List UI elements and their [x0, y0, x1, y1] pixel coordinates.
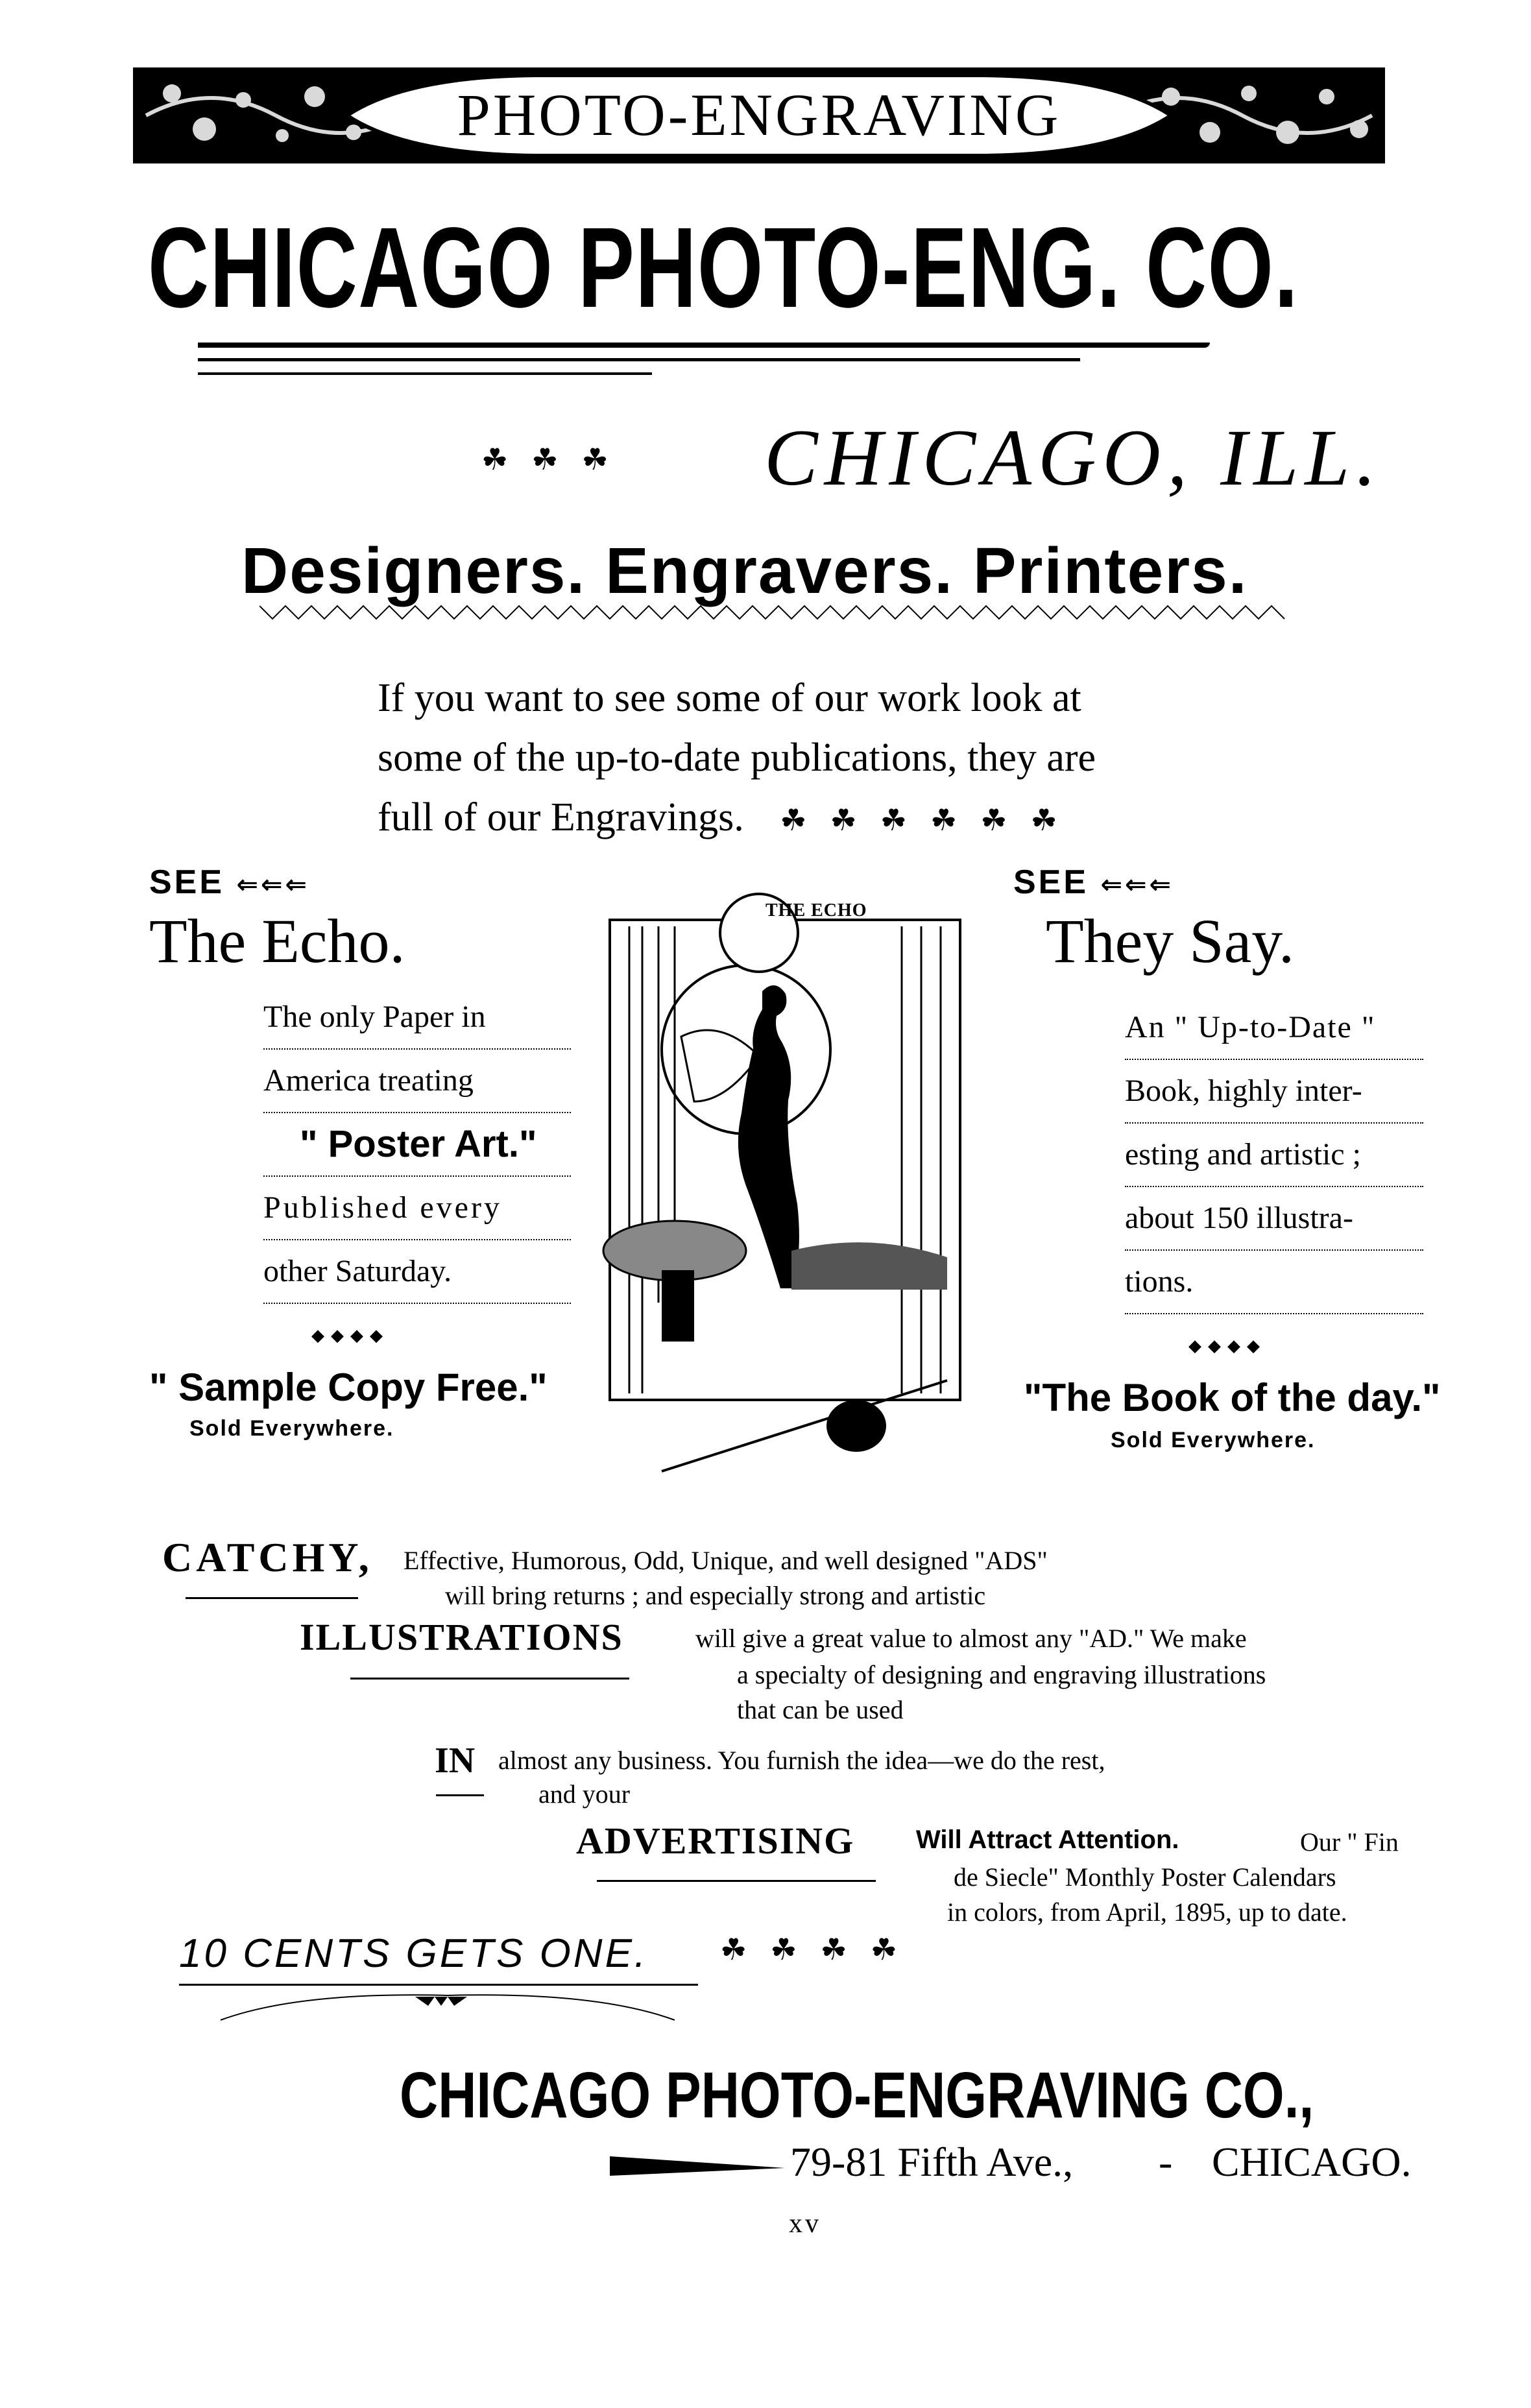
ten-cents-rule: [179, 1984, 698, 1986]
echo-poster-illustration: [597, 887, 999, 1510]
city-heading: CHICAGO, ILL.: [764, 413, 1383, 502]
leaf-icon: ☘: [531, 442, 559, 477]
leaf-icon: ☘: [930, 802, 958, 837]
echo-line-4: Published every: [263, 1177, 571, 1240]
in-text-1: almost any business. You furnish the idea—we do the rest,: [498, 1746, 1105, 1775]
adv-text-3: in colors, from April, 1895, up to date.: [947, 1897, 1347, 1927]
catchy-rule: [186, 1597, 358, 1599]
echo-line-2: America treating: [263, 1050, 571, 1113]
pen-flourish-icon: [610, 2154, 785, 2180]
echo-line-5: other Saturday.: [263, 1240, 571, 1304]
illustrations-heading: ILLUSTRATIONS: [300, 1616, 623, 1658]
leaf-icon: ☘: [880, 802, 908, 837]
leaf-icon: ☘: [870, 1932, 897, 1967]
adv-text-1b: Our " Fin: [1300, 1827, 1399, 1857]
leaf-icon: ☘: [830, 802, 857, 837]
catchy-heading: CATCHY,: [162, 1534, 373, 1580]
they-say-line-2: Book, highly inter-: [1125, 1060, 1423, 1124]
city-ornaments: [481, 435, 632, 479]
echo-see-label: [149, 863, 571, 902]
they-say-title: They Say.: [1046, 906, 1295, 976]
echo-sold: Sold Everywhere.: [189, 1416, 394, 1441]
advertising-heading: ADVERTISING: [576, 1820, 855, 1862]
company-title: CHICAGO PHOTO-ENG. CO.: [148, 204, 1299, 331]
footer-address: 79-81 Fifth Ave.,: [790, 2139, 1074, 2185]
ten-cents-line: 10 CENTS GETS ONE.: [179, 1931, 649, 1976]
they-say-see-text: SEE: [1013, 863, 1089, 901]
zigzag-rule-icon: [259, 599, 1297, 632]
poster-woman-icon: [597, 887, 999, 1510]
they-say-tagline: "The Book of the day.": [1024, 1376, 1441, 1419]
intro-paragraph: [378, 668, 1096, 850]
illustrations-rule: [350, 1678, 629, 1680]
they-say-line-5: tions.: [1125, 1251, 1423, 1314]
leaf-icon: ☘: [820, 1932, 847, 1967]
illus-text-3: that can be used: [737, 1695, 904, 1724]
catchy-text-2: will bring returns ; and especially strong and artistic: [445, 1581, 986, 1610]
title-underline: [198, 343, 1210, 348]
echo-line-1: The only Paper in: [263, 986, 571, 1050]
flourish-icon: [221, 1988, 675, 2027]
echo-title: The Echo.: [149, 906, 405, 976]
echo-line-3: " Poster Art.": [263, 1113, 571, 1177]
echo-description: [263, 986, 571, 1304]
leaf-icon: ☘: [770, 1932, 797, 1967]
intro-line-3: full of our Engravings.: [378, 795, 744, 839]
pointing-hand-icon: ⇐⇐⇐: [236, 871, 310, 899]
banner-title: PHOTO-ENGRAVING: [457, 82, 1061, 148]
they-say-description: [1125, 996, 1423, 1314]
they-say-column: [1013, 863, 1454, 1453]
leaf-icon: ☘: [720, 1932, 747, 1967]
services-line: Designers. Engravers. Printers.: [241, 535, 1248, 607]
leaf-icon: ☘: [481, 442, 509, 477]
echo-see-text: SEE: [149, 863, 225, 901]
leaf-icon: ☘: [980, 802, 1007, 837]
illus-text-1: will give a great value to almost any "AD." We make: [695, 1624, 1247, 1653]
echo-column: [149, 863, 571, 1441]
in-rule: [436, 1794, 484, 1796]
they-say-sold: Sold Everywhere.: [1111, 1428, 1316, 1452]
intro-line-2: some of the up-to-date publications, they are: [378, 736, 1096, 780]
they-say-line-3: esting and artistic ;: [1125, 1124, 1423, 1187]
echo-tagline: " Sample Copy Free.": [149, 1366, 548, 1409]
in-text-2: and your: [538, 1779, 631, 1809]
intro-ornaments: [780, 795, 1081, 839]
footer-company: CHICAGO PHOTO-ENGRAVING CO.,: [400, 2059, 1314, 2132]
echo-mark: THE ECHO: [766, 900, 867, 921]
adv-text-1a: Will Attract Attention.: [916, 1825, 1179, 1854]
title-underline-3: [198, 372, 652, 375]
page-number: xv: [789, 2209, 821, 2239]
ten-cents-ornaments: [720, 1932, 921, 1967]
catchy-text-1: Effective, Humorous, Odd, Unique, and well designed "ADS": [404, 1546, 1048, 1575]
leaf-icon: ☘: [780, 802, 807, 837]
diamond-ornament: ◆◆◆◆: [1188, 1336, 1266, 1355]
intro-line-3-row: [378, 788, 1096, 850]
they-say-line-1: An " Up-to-Date ": [1125, 996, 1423, 1060]
pointing-hand-icon: ⇐⇐⇐: [1100, 871, 1174, 899]
footer-city: CHICAGO.: [1212, 2139, 1412, 2185]
illus-text-2: a specialty of designing and engraving illustrations: [737, 1660, 1266, 1689]
title-underline-2: [198, 358, 1080, 361]
in-heading: IN: [435, 1740, 476, 1781]
leaf-icon: ☘: [581, 442, 609, 477]
footer-dash: -: [1159, 2139, 1173, 2185]
adv-text-2: de Siecle" Monthly Poster Calendars: [954, 1862, 1336, 1892]
they-say-see-label: [1013, 863, 1454, 902]
intro-line-1: If you want to see some of our work look at: [378, 676, 1081, 720]
advertising-rule: [597, 1880, 876, 1882]
leaf-icon: ☘: [1030, 802, 1057, 837]
they-say-line-4: about 150 illustra-: [1125, 1187, 1423, 1251]
banner: [133, 67, 1385, 163]
diamond-ornament: ◆◆◆◆: [311, 1326, 389, 1345]
